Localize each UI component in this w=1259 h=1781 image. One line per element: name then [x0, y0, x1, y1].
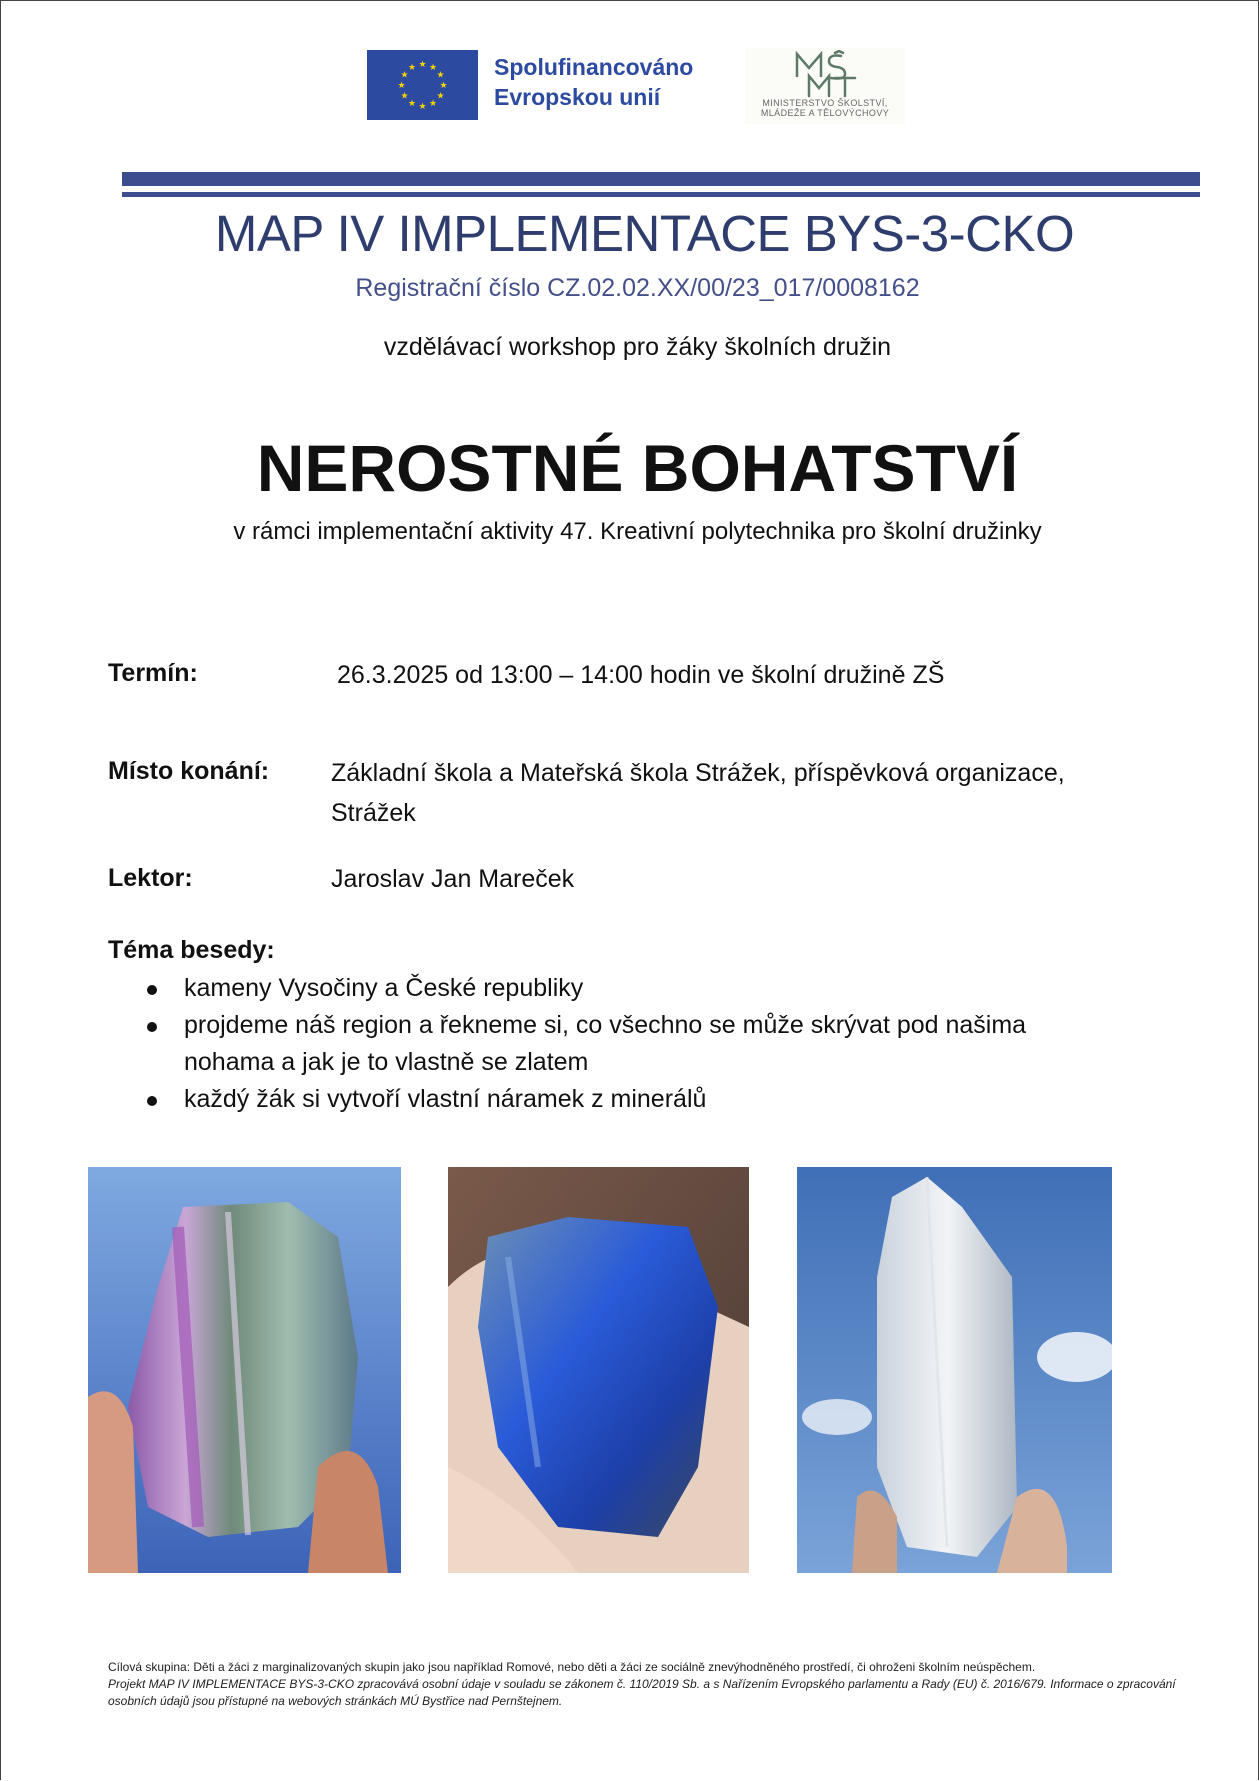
- footer-target-group: Cílová skupina: Děti a žáci z marginalizovaných skupin jako jsou například Romové, nebo děti a žáci ze sociálně znevýhodněného prostředí, či ohroženi školním neúspěchem.: [108, 1660, 1036, 1674]
- lecturer-value: Jaroslav Jan Mareček: [331, 865, 575, 893]
- header-bar-thick: [122, 172, 1200, 186]
- svg-text:★: ★: [428, 99, 438, 109]
- svg-text:★: ★: [439, 81, 448, 91]
- bullet-icon: [147, 1022, 157, 1032]
- footer: [108, 1659, 1188, 1710]
- svg-text:★: ★: [397, 81, 406, 91]
- svg-text:★: ★: [418, 60, 427, 70]
- registration-number: Registrační číslo CZ.02.02.XX/00/23_017/0008162: [355, 274, 920, 302]
- msmt-logo: [745, 48, 905, 124]
- workshop-subtitle: vzdělávací workshop pro žáky školních družin: [383, 333, 892, 361]
- topic-text: kameny Vysočiny a České republiky: [184, 974, 584, 1002]
- quartz-photo: [797, 1167, 1112, 1573]
- header-bar-thin: [122, 192, 1200, 197]
- svg-text:★: ★: [407, 99, 417, 109]
- eu-line-2: Evropskou unií: [494, 84, 661, 110]
- msmt-name: [745, 98, 905, 118]
- fluorite-photo: [88, 1167, 401, 1573]
- list-item: [142, 970, 1122, 1007]
- place-line-2: Strážek: [331, 799, 416, 827]
- msmt-line-2: MLÁDEŽE A TĚLOVÝCHOVY: [760, 108, 890, 118]
- place-line-1: Základní škola a Mateřská škola Strážek, příspěvková organizace,: [331, 759, 1065, 787]
- svg-text:★: ★: [400, 91, 409, 102]
- term-value: 26.3.2025 od 13:00 – 14:00 hodin ve školní družině ZŠ: [337, 661, 945, 689]
- eu-cofinanced-text: [494, 52, 693, 112]
- logo-strip: [367, 48, 907, 124]
- msmt-line-1: MINISTERSTVO ŠKOLSTVÍ,: [762, 98, 888, 108]
- term-label: Termín:: [108, 659, 198, 687]
- svg-text:★: ★: [436, 91, 445, 102]
- svg-text:★: ★: [436, 70, 445, 81]
- topic-label: Téma besedy:: [108, 936, 275, 964]
- svg-text:★: ★: [428, 63, 438, 73]
- eu-line-1: Spolufinancováno: [494, 54, 694, 80]
- eu-flag-icon: [367, 50, 478, 120]
- svg-text:★: ★: [407, 63, 417, 73]
- bullet-icon: [147, 1096, 157, 1106]
- lecturer-label: Lektor:: [108, 864, 193, 892]
- labradorite-photo: [448, 1167, 749, 1573]
- topic-text: projdeme náš region a řekneme si, co všechno se může skrývat pod našima nohama a jak je to vlastně se zlatem: [184, 1011, 1027, 1076]
- topic-list: [142, 970, 1122, 1118]
- svg-text:★: ★: [400, 70, 409, 81]
- svg-text:★: ★: [418, 102, 427, 112]
- list-item: [142, 1007, 1122, 1081]
- list-item: [142, 1081, 1122, 1118]
- place-value: [331, 753, 1065, 833]
- project-title: MAP IV IMPLEMENTACE BYS-3-CKO: [214, 205, 1075, 262]
- activity-line: v rámci implementační aktivity 47. Kreativní polytechnika pro školní družinky: [233, 518, 1042, 545]
- event-title: NEROSTNÉ BOHATSTVÍ: [256, 431, 1019, 505]
- bullet-icon: [147, 985, 157, 995]
- footer-privacy: Projekt MAP IV IMPLEMENTACE BYS-3-CKO zpracovává osobní údaje v souladu se zákonem č. 110/2019 Sb. a s Nařízením Evropského parlamentu a Rady (EU) č. 2016/679. Informace o zpracování osobních údajů jsou přístupné na webových stránkách MÚ Bystřice nad Pernštejnem.: [108, 1677, 1176, 1708]
- msmt-monogram-icon: [793, 50, 859, 98]
- place-label: Místo konání:: [108, 757, 270, 785]
- topic-text: každý žák si vytvoří vlastní náramek z minerálů: [184, 1085, 707, 1113]
